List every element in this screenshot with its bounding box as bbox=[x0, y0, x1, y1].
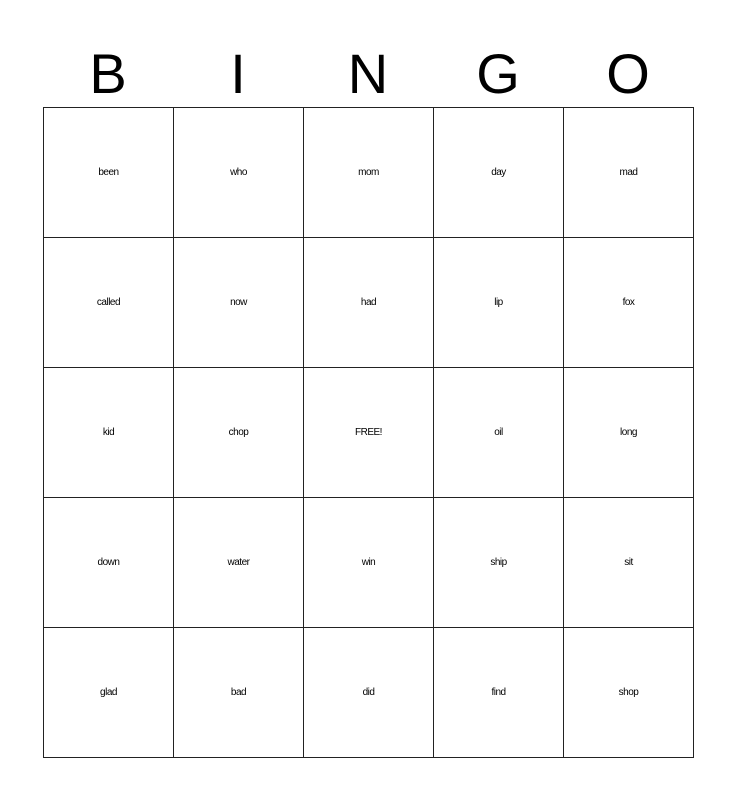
bingo-cell[interactable]: mad bbox=[564, 108, 694, 238]
bingo-cell[interactable]: lip bbox=[434, 238, 564, 368]
bingo-cell[interactable]: water bbox=[174, 498, 304, 628]
bingo-cell[interactable]: been bbox=[44, 108, 174, 238]
bingo-cell[interactable]: fox bbox=[564, 238, 694, 368]
header-letter-o: O bbox=[606, 42, 650, 105]
bingo-cell[interactable]: oil bbox=[434, 368, 564, 498]
bingo-cell[interactable]: long bbox=[564, 368, 694, 498]
header-letter-b: B bbox=[89, 42, 127, 105]
bingo-cell[interactable]: did bbox=[304, 628, 434, 758]
bingo-cell[interactable]: bad bbox=[174, 628, 304, 758]
bingo-cell[interactable]: who bbox=[174, 108, 304, 238]
header-letter-i: I bbox=[230, 42, 246, 105]
header-letter-g: G bbox=[476, 42, 520, 105]
bingo-cell[interactable]: find bbox=[434, 628, 564, 758]
bingo-cell[interactable]: kid bbox=[44, 368, 174, 498]
header-letter-n: N bbox=[347, 42, 389, 105]
bingo-cell[interactable]: day bbox=[434, 108, 564, 238]
bingo-cell[interactable]: mom bbox=[304, 108, 434, 238]
bingo-cell[interactable]: sit bbox=[564, 498, 694, 628]
bingo-cell[interactable]: glad bbox=[44, 628, 174, 758]
bingo-cell[interactable]: had bbox=[304, 238, 434, 368]
bingo-cell[interactable]: down bbox=[44, 498, 174, 628]
bingo-cell[interactable]: shop bbox=[564, 628, 694, 758]
free-space-cell: FREE! bbox=[304, 368, 434, 498]
bingo-header bbox=[43, 42, 693, 106]
bingo-card-grid bbox=[43, 107, 694, 758]
bingo-cell[interactable]: win bbox=[304, 498, 434, 628]
bingo-cell[interactable]: chop bbox=[174, 368, 304, 498]
bingo-cell[interactable]: now bbox=[174, 238, 304, 368]
bingo-cell[interactable]: ship bbox=[434, 498, 564, 628]
bingo-cell[interactable]: called bbox=[44, 238, 174, 368]
